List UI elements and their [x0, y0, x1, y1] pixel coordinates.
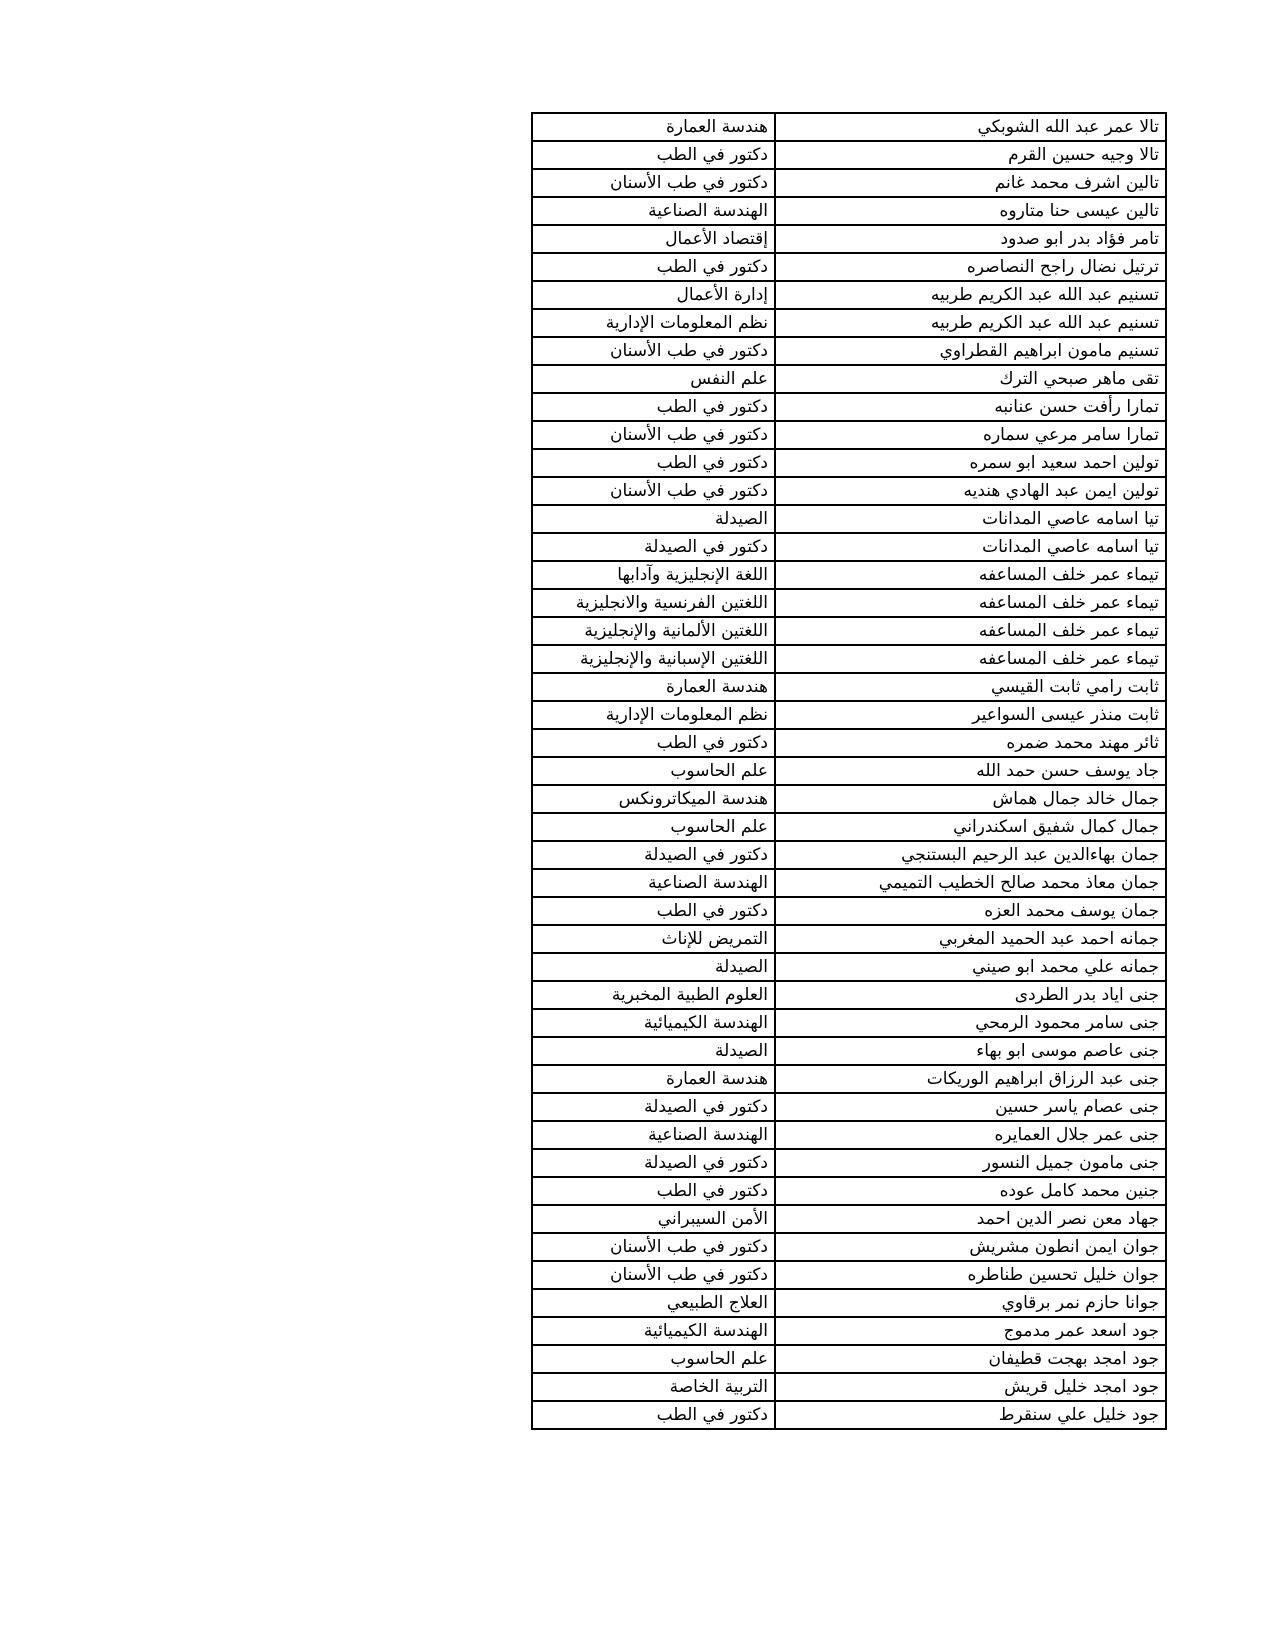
- table-row: [532, 533, 1166, 561]
- table-row: [532, 701, 1166, 729]
- major-cell: اللغتين الألمانية والإنجليزية: [532, 617, 775, 645]
- student-name-cell: جاد يوسف حسن حمد الله: [775, 757, 1166, 785]
- table-row: [532, 505, 1166, 533]
- table-row: [532, 141, 1166, 169]
- table-row: [532, 1401, 1166, 1429]
- major-cell: دكتور في الصيدلة: [532, 1093, 775, 1121]
- table-row: [532, 421, 1166, 449]
- table-row: [532, 1121, 1166, 1149]
- major-cell: هندسة العمارة: [532, 1065, 775, 1093]
- table-row: [532, 729, 1166, 757]
- major-cell: دكتور في الصيدلة: [532, 841, 775, 869]
- table-body: [532, 113, 1166, 1429]
- student-name-cell: جود اسعد عمر مدموج: [775, 1317, 1166, 1345]
- student-name-cell: تامر فؤاد بدر ابو صدود: [775, 225, 1166, 253]
- student-name-cell: ترتيل نضال راجح النصاصره: [775, 253, 1166, 281]
- major-cell: هندسة العمارة: [532, 673, 775, 701]
- student-name-cell: جمانه علي محمد ابو صيني: [775, 953, 1166, 981]
- table-row: [532, 1205, 1166, 1233]
- student-name-cell: جنى عاصم موسى ابو بهاء: [775, 1037, 1166, 1065]
- student-name-cell: جود خليل علي سنقرط: [775, 1401, 1166, 1429]
- student-name-cell: تيماء عمر خلف المساعفه: [775, 645, 1166, 673]
- table-row: [532, 253, 1166, 281]
- table-row: [532, 869, 1166, 897]
- table-row: [532, 169, 1166, 197]
- table-row: [532, 393, 1166, 421]
- major-cell: علم الحاسوب: [532, 1345, 775, 1373]
- student-major-table: [531, 112, 1167, 1430]
- major-cell: اللغتين الفرنسية والانجليزية: [532, 589, 775, 617]
- table-row: [532, 449, 1166, 477]
- major-cell: دكتور في الطب: [532, 897, 775, 925]
- student-name-cell: جود امجد بهجت قطيفان: [775, 1345, 1166, 1373]
- table-row: [532, 925, 1166, 953]
- student-name-cell: جنى عمر جلال العمايره: [775, 1121, 1166, 1149]
- table-row: [532, 813, 1166, 841]
- table-row: [532, 225, 1166, 253]
- major-cell: العلاج الطبيعي: [532, 1289, 775, 1317]
- major-cell: التمريض للإناث: [532, 925, 775, 953]
- table-row: [532, 1373, 1166, 1401]
- table-row: [532, 897, 1166, 925]
- major-cell: دكتور في الطب: [532, 253, 775, 281]
- student-name-cell: جوانا حازم نمر برقاوي: [775, 1289, 1166, 1317]
- student-name-cell: جوان خليل تحسين طناطره: [775, 1261, 1166, 1289]
- major-cell: علم الحاسوب: [532, 813, 775, 841]
- table-row: [532, 365, 1166, 393]
- table-row: [532, 1037, 1166, 1065]
- major-cell: دكتور في الطب: [532, 141, 775, 169]
- major-cell: دكتور في الطب: [532, 393, 775, 421]
- major-cell: دكتور في طب الأسنان: [532, 1261, 775, 1289]
- table-row: [532, 841, 1166, 869]
- student-name-cell: تمارا سامر مرعي سماره: [775, 421, 1166, 449]
- table-row: [532, 477, 1166, 505]
- student-name-cell: تسنيم عبد الله عبد الكريم طربيه: [775, 281, 1166, 309]
- student-name-cell: تقى ماهر صبحي الترك: [775, 365, 1166, 393]
- table-row: [532, 785, 1166, 813]
- table-row: [532, 197, 1166, 225]
- student-name-cell: جمان يوسف محمد العزه: [775, 897, 1166, 925]
- major-cell: إقتصاد الأعمال: [532, 225, 775, 253]
- major-cell: الهندسة الصناعية: [532, 197, 775, 225]
- table-row: [532, 589, 1166, 617]
- student-name-cell: جنى عصام ياسر حسين: [775, 1093, 1166, 1121]
- table-row: [532, 309, 1166, 337]
- student-name-cell: جوان ايمن انطون مشريش: [775, 1233, 1166, 1261]
- student-name-cell: جمانه احمد عبد الحميد المغربي: [775, 925, 1166, 953]
- major-cell: اللغة الإنجليزية وآدابها: [532, 561, 775, 589]
- student-name-cell: تولين ايمن عبد الهادي هنديه: [775, 477, 1166, 505]
- table-row: [532, 337, 1166, 365]
- major-cell: دكتور في طب الأسنان: [532, 169, 775, 197]
- student-name-cell: تيماء عمر خلف المساعفه: [775, 589, 1166, 617]
- table-row: [532, 1149, 1166, 1177]
- table-row: [532, 1065, 1166, 1093]
- student-name-cell: جود امجد خليل قريش: [775, 1373, 1166, 1401]
- major-cell: دكتور في الطب: [532, 729, 775, 757]
- major-cell: التربية الخاصة: [532, 1373, 775, 1401]
- table-row: [532, 1233, 1166, 1261]
- student-name-cell: تيا اسامه عاصي المدانات: [775, 533, 1166, 561]
- student-name-cell: تالين عيسى حنا متاروه: [775, 197, 1166, 225]
- major-cell: دكتور في الطب: [532, 449, 775, 477]
- student-name-cell: جنين محمد كامل عوده: [775, 1177, 1166, 1205]
- table-row: [532, 1317, 1166, 1345]
- major-cell: دكتور في طب الأسنان: [532, 421, 775, 449]
- student-name-cell: تيا اسامه عاصي المدانات: [775, 505, 1166, 533]
- table-row: [532, 1289, 1166, 1317]
- major-cell: نظم المعلومات الإدارية: [532, 309, 775, 337]
- table-row: [532, 673, 1166, 701]
- table-row: [532, 113, 1166, 141]
- major-cell: الصيدلة: [532, 505, 775, 533]
- student-name-cell: جمان بهاءالدين عبد الرحيم البستنجي: [775, 841, 1166, 869]
- student-name-cell: تسنيم مامون ابراهيم القطراوي: [775, 337, 1166, 365]
- table-row: [532, 645, 1166, 673]
- major-cell: الهندسة الكيميائية: [532, 1009, 775, 1037]
- major-cell: دكتور في الطب: [532, 1177, 775, 1205]
- major-cell: دكتور في الصيدلة: [532, 1149, 775, 1177]
- student-name-cell: تالين اشرف محمد غانم: [775, 169, 1166, 197]
- major-cell: هندسة العمارة: [532, 113, 775, 141]
- student-name-cell: ثابت منذر عيسى السواعير: [775, 701, 1166, 729]
- student-name-cell: جنى عبد الرزاق ابراهيم الوريكات: [775, 1065, 1166, 1093]
- table-row: [532, 1009, 1166, 1037]
- table-row: [532, 617, 1166, 645]
- major-cell: اللغتين الإسبانية والإنجليزية: [532, 645, 775, 673]
- table-row: [532, 981, 1166, 1009]
- major-cell: إدارة الأعمال: [532, 281, 775, 309]
- student-name-cell: جمال خالد جمال هماش: [775, 785, 1166, 813]
- table-row: [532, 281, 1166, 309]
- student-name-cell: جنى مامون جميل النسور: [775, 1149, 1166, 1177]
- student-name-cell: ثابت رامي ثابت القيسي: [775, 673, 1166, 701]
- major-cell: هندسة الميكاترونكس: [532, 785, 775, 813]
- major-cell: الهندسة الصناعية: [532, 1121, 775, 1149]
- student-name-cell: تالا عمر عبد الله الشوبكي: [775, 113, 1166, 141]
- student-name-cell: تمارا رأفت حسن عنانبه: [775, 393, 1166, 421]
- student-name-cell: جنى اياد بدر الطردى: [775, 981, 1166, 1009]
- student-name-cell: تالا وجيه حسين القرم: [775, 141, 1166, 169]
- major-cell: الهندسة الكيميائية: [532, 1317, 775, 1345]
- table-row: [532, 757, 1166, 785]
- student-name-cell: تيماء عمر خلف المساعفه: [775, 617, 1166, 645]
- major-cell: دكتور في الطب: [532, 1401, 775, 1429]
- student-name-cell: جهاد معن نصر الدين احمد: [775, 1205, 1166, 1233]
- table-row: [532, 1261, 1166, 1289]
- major-cell: العلوم الطبية المخبرية: [532, 981, 775, 1009]
- major-cell: علم النفس: [532, 365, 775, 393]
- student-name-cell: جنى سامر محمود الرمحي: [775, 1009, 1166, 1037]
- student-name-cell: تولين احمد سعيد ابو سمره: [775, 449, 1166, 477]
- table-row: [532, 1345, 1166, 1373]
- major-cell: الهندسة الصناعية: [532, 869, 775, 897]
- student-name-cell: ثائر مهند محمد ضمره: [775, 729, 1166, 757]
- student-name-cell: تسنيم عبد الله عبد الكريم طربيه: [775, 309, 1166, 337]
- major-cell: نظم المعلومات الإدارية: [532, 701, 775, 729]
- major-cell: علم الحاسوب: [532, 757, 775, 785]
- major-cell: الصيدلة: [532, 1037, 775, 1065]
- table-row: [532, 953, 1166, 981]
- student-name-cell: تيماء عمر خلف المساعفه: [775, 561, 1166, 589]
- major-cell: الصيدلة: [532, 953, 775, 981]
- table-row: [532, 1177, 1166, 1205]
- student-name-cell: جمان معاذ محمد صالح الخطيب التميمي: [775, 869, 1166, 897]
- table-row: [532, 1093, 1166, 1121]
- major-cell: الأمن السيبراني: [532, 1205, 775, 1233]
- major-cell: دكتور في الصيدلة: [532, 533, 775, 561]
- major-cell: دكتور في طب الأسنان: [532, 1233, 775, 1261]
- student-name-cell: جمال كمال شفيق اسكندراني: [775, 813, 1166, 841]
- major-cell: دكتور في طب الأسنان: [532, 337, 775, 365]
- major-cell: دكتور في طب الأسنان: [532, 477, 775, 505]
- table-row: [532, 561, 1166, 589]
